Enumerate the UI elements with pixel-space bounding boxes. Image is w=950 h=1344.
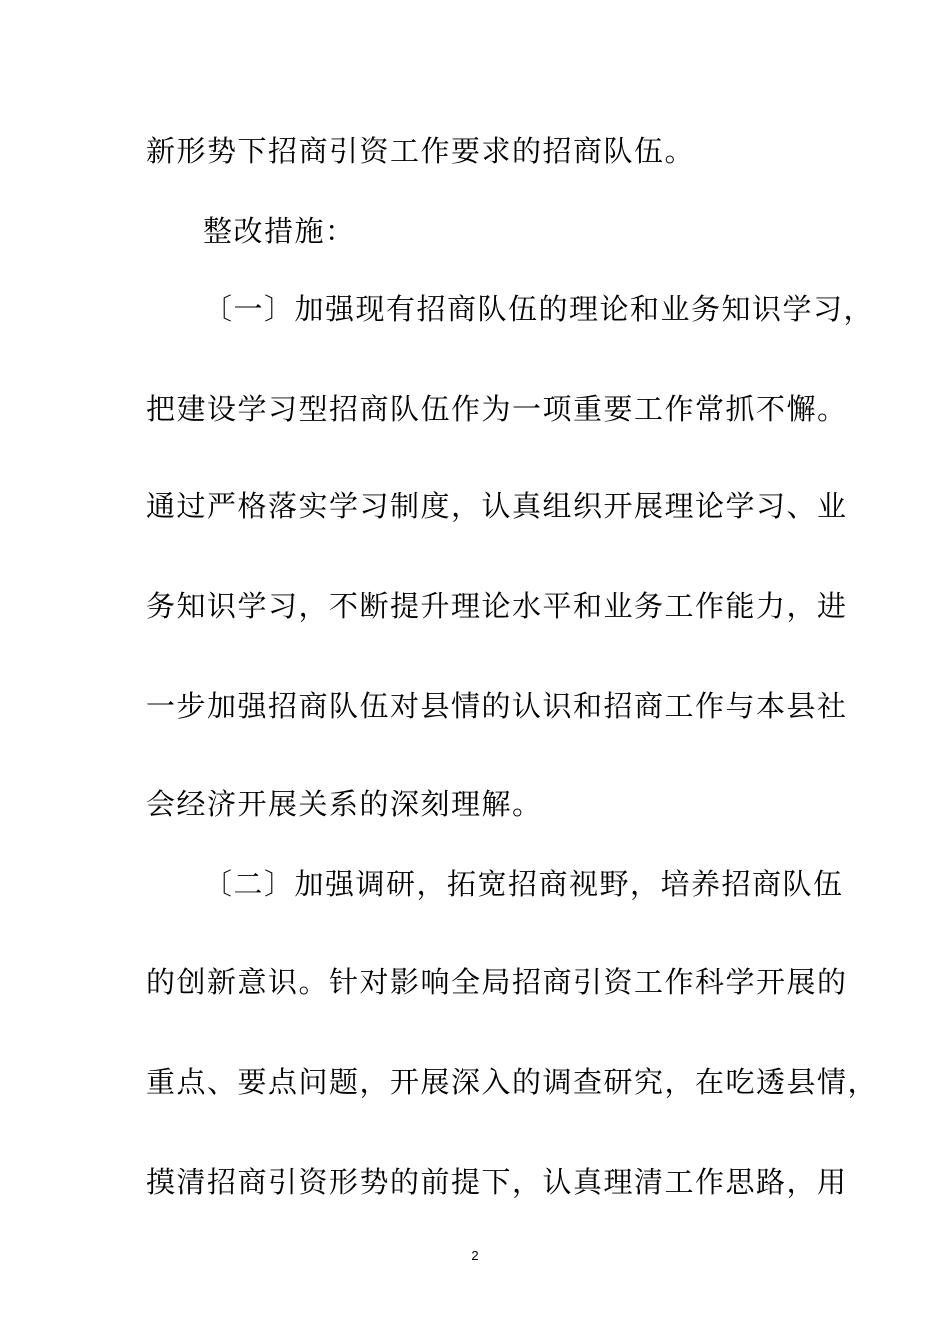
text-line-12: 摸清招商引资形势的前提下，认真理清工作思路，用: [146, 1165, 848, 1199]
text-line-5: 通过严格落实学习制度，认真组织开展理论学习、业: [146, 489, 848, 523]
text-line-1: 新形势下招商引资工作要求的招商队伍。: [146, 134, 696, 168]
page-number: 2: [471, 1248, 479, 1263]
text-line-10: 的创新意识。针对影响全局招商引资工作科学开展的: [146, 965, 848, 999]
text-line-3: 〔一〕加强现有招商队伍的理论和业务知识学习，: [203, 292, 875, 326]
text-line-11: 重点、要点问题，开展深入的调查研究，在吃透县情，: [146, 1065, 879, 1099]
text-line-6: 务知识学习，不断提升理论水平和业务工作能力，进: [146, 589, 848, 623]
text-line-8: 会经济开展关系的深刻理解。: [146, 787, 543, 821]
text-line-2: 整改措施：: [203, 214, 356, 248]
text-line-7: 一步加强招商队伍对县情的认识和招商工作与本县社: [146, 689, 848, 723]
text-line-4: 把建设学习型招商队伍作为一项重要工作常抓不懈。: [146, 392, 848, 426]
text-line-9: 〔二〕加强调研，拓宽招商视野，培养招商队伍: [203, 867, 844, 901]
